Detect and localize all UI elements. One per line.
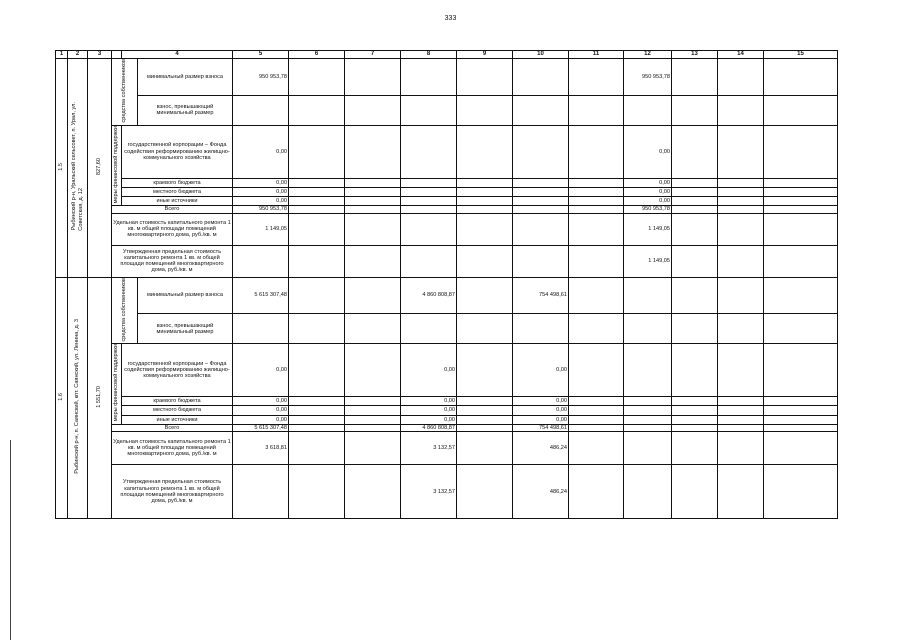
value-cell: 5 615 307,48 [233, 425, 289, 432]
value-cell: 754 498,61 [513, 425, 569, 432]
row-label: Утвержденная предельная стоимость капитального ремонта 1 кв. м общей площади помещений многоквартирного дома, руб./кв. м [112, 465, 233, 519]
row-label: иные источники [122, 415, 233, 424]
header-cell: 13 [672, 51, 718, 59]
value-cell: 3 132,57 [401, 432, 457, 465]
header-cell: 15 [764, 51, 838, 59]
row-label: минимальный размер взноса [138, 59, 233, 96]
row-label: Удельная стоимость капитального ремонта 1 кв. м общей площади помещений многоквартирного дома, руб./кв. м [112, 432, 233, 465]
value-cell: 0,00 [624, 197, 672, 206]
value-cell: 0,00 [401, 406, 457, 415]
value-cell: 3 132,57 [401, 465, 457, 519]
value-cell: 0,00 [513, 396, 569, 405]
header-cell: 2 [68, 51, 88, 59]
table-row [56, 188, 838, 197]
value-cell: 0,00 [401, 396, 457, 405]
value-cell: 0,00 [233, 344, 289, 396]
header-cell: 9 [457, 51, 513, 59]
row-label: краевого бюджета [122, 178, 233, 187]
value-cell: 0,00 [233, 197, 289, 206]
header-cell: 3 [88, 51, 112, 59]
record-number: 1.5 [56, 59, 68, 278]
table-row [56, 396, 838, 405]
value-cell: 0,00 [233, 396, 289, 405]
value-cell: 3 618,81 [233, 432, 289, 465]
group-financial-support: меры финансовой поддержки [112, 125, 122, 206]
row-label: Всего [112, 206, 233, 213]
record-area: 1 551,70 [88, 277, 112, 519]
value-cell: 1 149,05 [624, 213, 672, 245]
page-number: 333 [444, 15, 457, 22]
header-cell: 6 [289, 51, 345, 59]
value-cell: 0,00 [233, 125, 289, 178]
row-label: местного бюджета [122, 406, 233, 415]
value-cell: 0,00 [233, 188, 289, 197]
value-cell: 1 149,05 [233, 213, 289, 245]
row-label: взнос, превышающий минимальный размер [138, 96, 233, 126]
table-row [56, 344, 838, 396]
record-area: 827,60 [88, 59, 112, 278]
table-row [56, 125, 838, 178]
row-label: местного бюджета [122, 188, 233, 197]
row-label: краевого бюджета [122, 396, 233, 405]
table-row [56, 59, 838, 96]
value-cell: 4 860 808,87 [401, 277, 457, 314]
table-row [56, 277, 838, 314]
value-cell: 486,24 [513, 432, 569, 465]
value-cell: 0,00 [513, 344, 569, 396]
value-cell: 0,00 [624, 125, 672, 178]
table-row [56, 178, 838, 187]
value-cell: 950 953,78 [233, 59, 289, 96]
row-label: иные источники [122, 197, 233, 206]
row-label: взнос, превышающий минимальный размер [138, 314, 233, 344]
header-row [56, 51, 838, 59]
table-row [56, 415, 838, 424]
header-cell: 14 [718, 51, 764, 59]
header-cell: 10 [513, 51, 569, 59]
row-label: государственной корпорации – Фонда содействия реформированию жилищно-коммунального хозяйства [122, 125, 233, 178]
table-row [56, 406, 838, 415]
group-owners-funds: средства собственников [112, 277, 138, 344]
header-cell: 1 [56, 51, 68, 59]
record-address: Рыбинский р-н, Уральский сельсовет, п. Урал, ул.Советская, д. 12 [68, 59, 88, 278]
header-cell: 7 [345, 51, 401, 59]
group-owners-funds: средства собственников [112, 59, 138, 126]
row-label: Утвержденная предельная стоимость капитального ремонта 1 кв. м общей площади помещений многоквартирного дома, руб./кв. м [112, 245, 233, 277]
table-row [56, 213, 838, 245]
capital-repair-table [55, 50, 838, 519]
value-cell: 5 615 307,48 [233, 277, 289, 314]
table-row [56, 425, 838, 432]
table-row [56, 465, 838, 519]
value-cell: 0,00 [624, 188, 672, 197]
header-cell: 4 [122, 51, 233, 59]
header-cell: 5 [233, 51, 289, 59]
value-cell: 950 953,78 [624, 59, 672, 96]
header-cell: 8 [401, 51, 457, 59]
record-number: 1.6 [56, 277, 68, 519]
row-label: минимальный размер взноса [138, 277, 233, 314]
value-cell: 0,00 [233, 415, 289, 424]
value-cell: 0,00 [624, 178, 672, 187]
table-row [56, 245, 838, 277]
header-cell [112, 51, 122, 59]
value-cell: 4 860 808,87 [401, 425, 457, 432]
table-row [56, 96, 838, 126]
value-cell: 754 498,61 [513, 277, 569, 314]
scan-edge-line [10, 440, 11, 640]
value-cell: 0,00 [233, 178, 289, 187]
table-row [56, 197, 838, 206]
table-row [56, 206, 838, 213]
table-row [56, 432, 838, 465]
row-label: государственной корпорации – Фонда содействия реформированию жилищно-коммунального хозяйства [122, 344, 233, 396]
value-cell: 0,00 [233, 406, 289, 415]
value-cell: 486,24 [513, 465, 569, 519]
value-cell: 0,00 [513, 406, 569, 415]
row-label: Всего [112, 425, 233, 432]
value-cell: 950 953,78 [233, 206, 289, 213]
value-cell: 950 953,78 [624, 206, 672, 213]
value-cell: 0,00 [513, 415, 569, 424]
value-cell: 1 149,05 [624, 245, 672, 277]
value-cell: 0,00 [401, 344, 457, 396]
table-row [56, 314, 838, 344]
header-cell: 11 [569, 51, 624, 59]
group-financial-support: меры финансовой поддержки [112, 344, 122, 425]
row-label: Удельная стоимость капитального ремонта 1 кв. м общей площади помещений многоквартирного дома, руб./кв. м [112, 213, 233, 245]
record-address: Рыбинский р-н, п. Саянский, кпт. Саянский, ул. Ленина, д. 3 [68, 277, 88, 519]
value-cell: 0,00 [401, 415, 457, 424]
header-cell: 12 [624, 51, 672, 59]
